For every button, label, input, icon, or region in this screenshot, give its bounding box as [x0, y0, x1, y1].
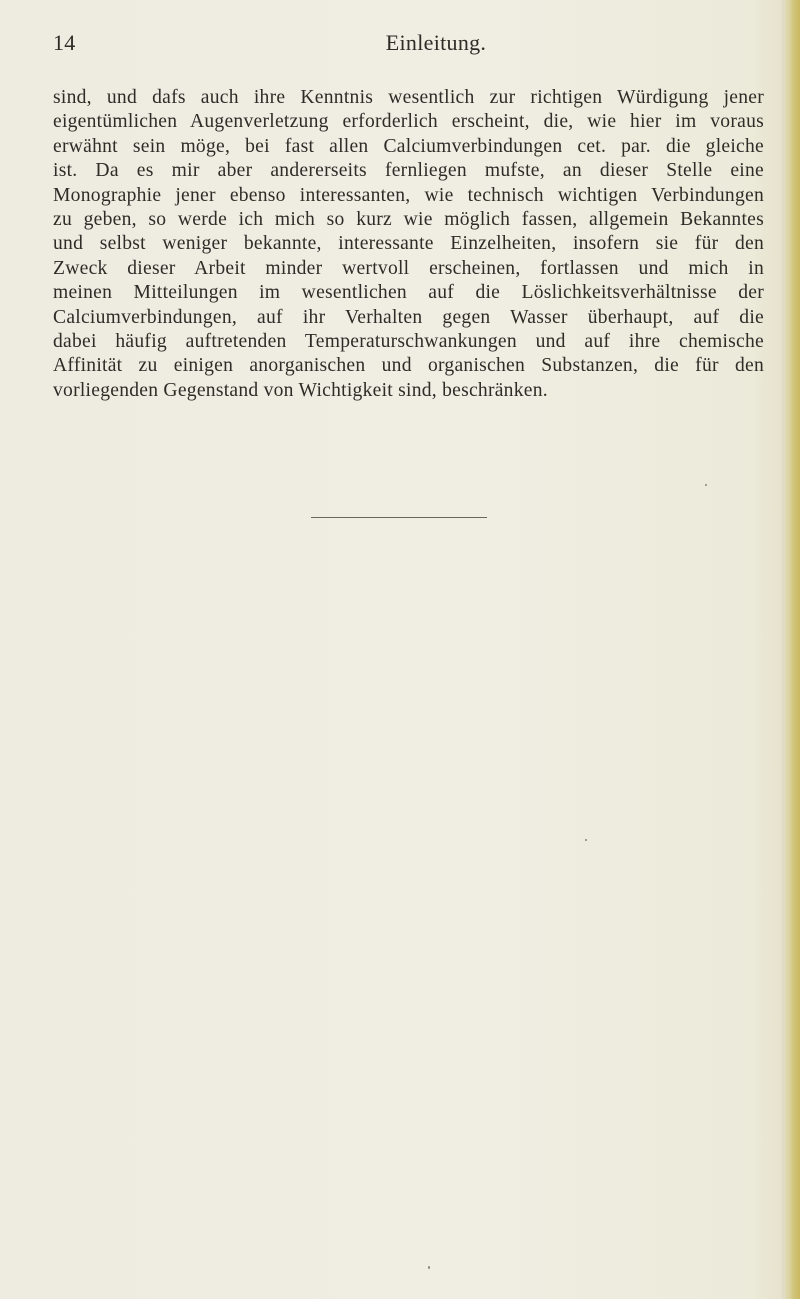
running-head — [53, 30, 773, 60]
text-line: meinen Mitteilungen im wesentlichen auf die Löslichkeitsverhältnisse der — [53, 282, 764, 304]
text-line: Calciumverbindungen, auf ihr Verhalten gegen Wasser überhaupt, auf die — [53, 306, 764, 328]
text-line: zu geben, so werde ich mich so kurz wie möglich fassen, allgemein Bekanntes — [53, 209, 764, 231]
text-line: Monographie jener ebenso interessanten, wie technisch wichtigen Verbindungen — [53, 184, 764, 206]
paper-speck — [428, 1266, 430, 1269]
text-line: ist. Da es mir aber andererseits fernliegen mufste, an dieser Stelle eine — [53, 160, 764, 182]
text-line: eigentümlichen Augenverletzung erforderlich erscheint, die, wie hier im voraus — [53, 111, 764, 133]
text-line: sind, und dafs auch ihre Kenntnis wesentlich zur richtigen Würdigung jener — [53, 87, 764, 108]
text-line: dabei häufig auftretenden Temperaturschwankungen und auf ihre chemische — [53, 331, 764, 353]
page-number: 14 — [53, 30, 76, 55]
section-divider — [311, 517, 487, 518]
body-paragraph — [53, 86, 764, 403]
paper-speck — [705, 484, 707, 486]
running-head-title: Einleitung. — [385, 30, 487, 55]
text-line: vorliegenden Gegenstand von Wichtigkeit sind, beschränken. — [53, 379, 548, 401]
paper-speck — [585, 839, 587, 841]
text-line: Zweck dieser Arbeit minder wertvoll erscheinen, fortlassen und mich in — [53, 257, 764, 279]
text-line: und selbst weniger bekannte, interessante Einzelheiten, insofern sie für den — [53, 233, 764, 255]
text-line: erwähnt sein möge, bei fast allen Calciumverbindungen cet. par. die gleiche — [53, 135, 764, 157]
page-edge — [784, 0, 800, 1299]
text-line: Affinität zu einigen anorganischen und organischen Substanzen, die für den — [53, 355, 764, 377]
